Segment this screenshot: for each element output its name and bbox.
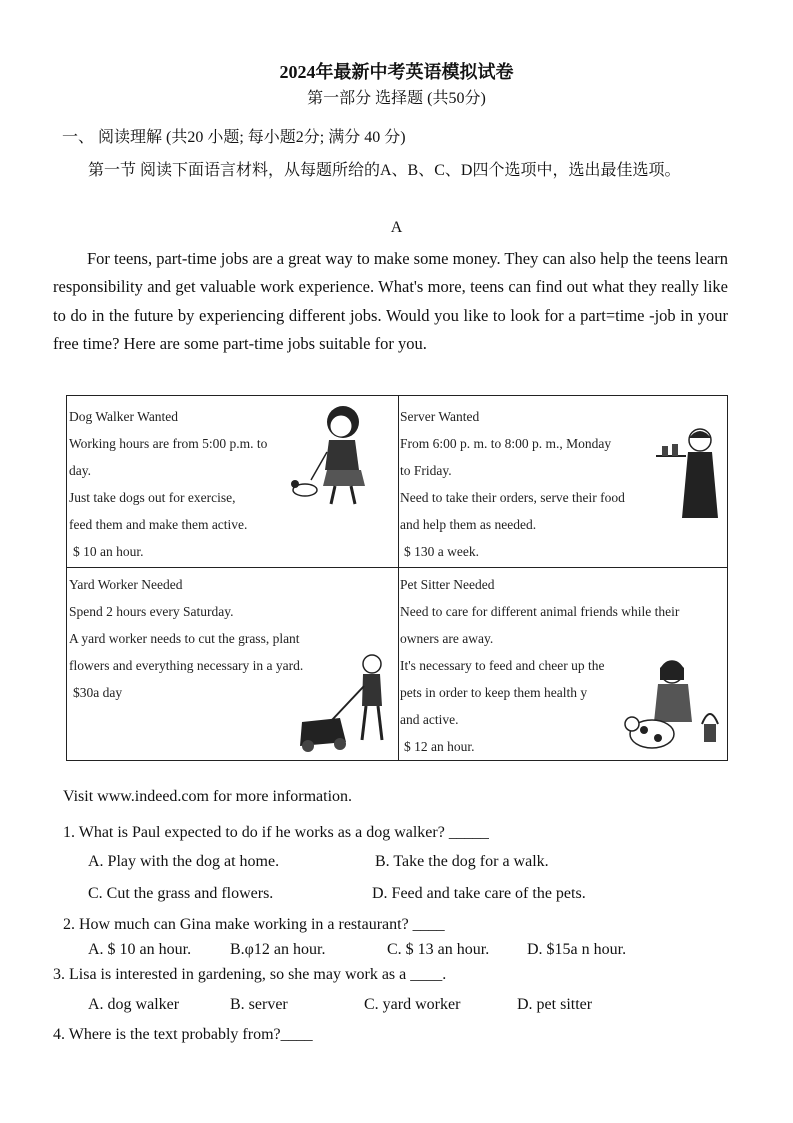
lawn-mower-illustration (292, 650, 397, 755)
section-heading: 一、 阅读理解 (共20 小题; 每小题2分; 满分 40 分) (62, 129, 406, 146)
ad-line: Just take dogs out for exercise, (69, 490, 236, 505)
ad-line: A yard worker needs to cut the grass, plant (69, 631, 300, 646)
ad-pay: $ 10 an hour. (73, 544, 144, 559)
ad-line: Need to take their orders, serve their food (400, 490, 625, 505)
question-option: A. $ 10 an hour. (88, 941, 192, 958)
question-option: A. dog walker (88, 996, 180, 1013)
table-divider-vertical (398, 396, 399, 760)
ad-title: Pet Sitter Needed (400, 577, 495, 592)
visit-info: Visit www.indeed.com for more information. (63, 788, 353, 805)
passage-label: A (390, 219, 403, 236)
question-stem: 1. What is Paul expected to do if he works as a dog walker? _____ (63, 824, 489, 841)
pet-sitter-illustration (622, 654, 724, 758)
ad-server (400, 403, 650, 565)
question-option: C. yard worker (364, 996, 461, 1013)
section-instruction: 第一节 阅读下面语言材料，从每题所给的A、B、C、D四个选项中，选出最佳选项。 (88, 162, 681, 179)
ad-pay: $ 130 a week. (404, 544, 479, 559)
exam-subtitle: 第一部分 选择题 (共50分) (307, 90, 486, 107)
table-divider-horizontal (67, 567, 727, 568)
ad-line: and active. (400, 712, 459, 727)
ad-pay: $ 12 an hour. (404, 739, 475, 754)
ad-line: Working hours are from 5:00 p.m. to (69, 436, 268, 451)
ad-title: Yard Worker Needed (69, 577, 183, 592)
ad-line: to Friday. (400, 463, 452, 478)
ad-line: and help them as needed. (400, 517, 537, 532)
ad-line: It's necessary to feed and cheer up the (400, 658, 605, 673)
question-stem: 3. Lisa is interested in gardening, so she may work as a ____. (53, 966, 447, 983)
question-option: C. Cut the grass and flowers. (88, 885, 274, 902)
ad-line: pets in order to keep them health y (400, 685, 588, 700)
ad-line: feed them and make them active. (69, 517, 248, 532)
question-option: B. Take the dog for a walk. (375, 853, 549, 870)
question-option: D. pet sitter (517, 996, 593, 1013)
question-option: B. server (230, 996, 288, 1013)
question-option: B.φ12 an hour. (230, 941, 326, 958)
ad-line: From 6:00 p. m. to 8:00 p. m., Monday (400, 436, 612, 451)
ad-line: flowers and everything necessary in a yard. (69, 658, 304, 673)
dog-walker-illustration (285, 400, 395, 510)
ad-line: owners are away. (400, 631, 494, 646)
passage-text: For teens, part-time jobs are a great way to make some money. They can also help the teens learn responsibility and get valuable work experience. What's more, teens can find out what they really like to do in the future by experiencing different jobs. Would you like to look for a part=time -job in your free time? Here are some part-time jobs suitable for you. (53, 249, 728, 353)
ad-pay: $30a day (73, 685, 123, 700)
question-option: C. $ 13 an hour. (387, 941, 490, 958)
ad-line: Need to care for different animal friends while their (400, 604, 680, 619)
question-option: D. $15a n hour. (527, 941, 627, 958)
server-illustration (652, 426, 727, 521)
question-option: D. Feed and take care of the pets. (372, 885, 586, 902)
ad-title: Server Wanted (400, 409, 480, 424)
question-option: A. Play with the dog at home. (88, 853, 280, 870)
ad-line: day. (69, 463, 91, 478)
job-ads-table (66, 395, 728, 761)
question-stem: 4. Where is the text probably from?____ (53, 1026, 313, 1043)
ad-line: Spend 2 hours every Saturday. (69, 604, 234, 619)
exam-title: 2024年最新中考英语模拟试卷 (279, 62, 514, 82)
ad-title: Dog Walker Wanted (69, 409, 179, 424)
question-stem: 2. How much can Gina make working in a restaurant? ____ (63, 916, 445, 933)
